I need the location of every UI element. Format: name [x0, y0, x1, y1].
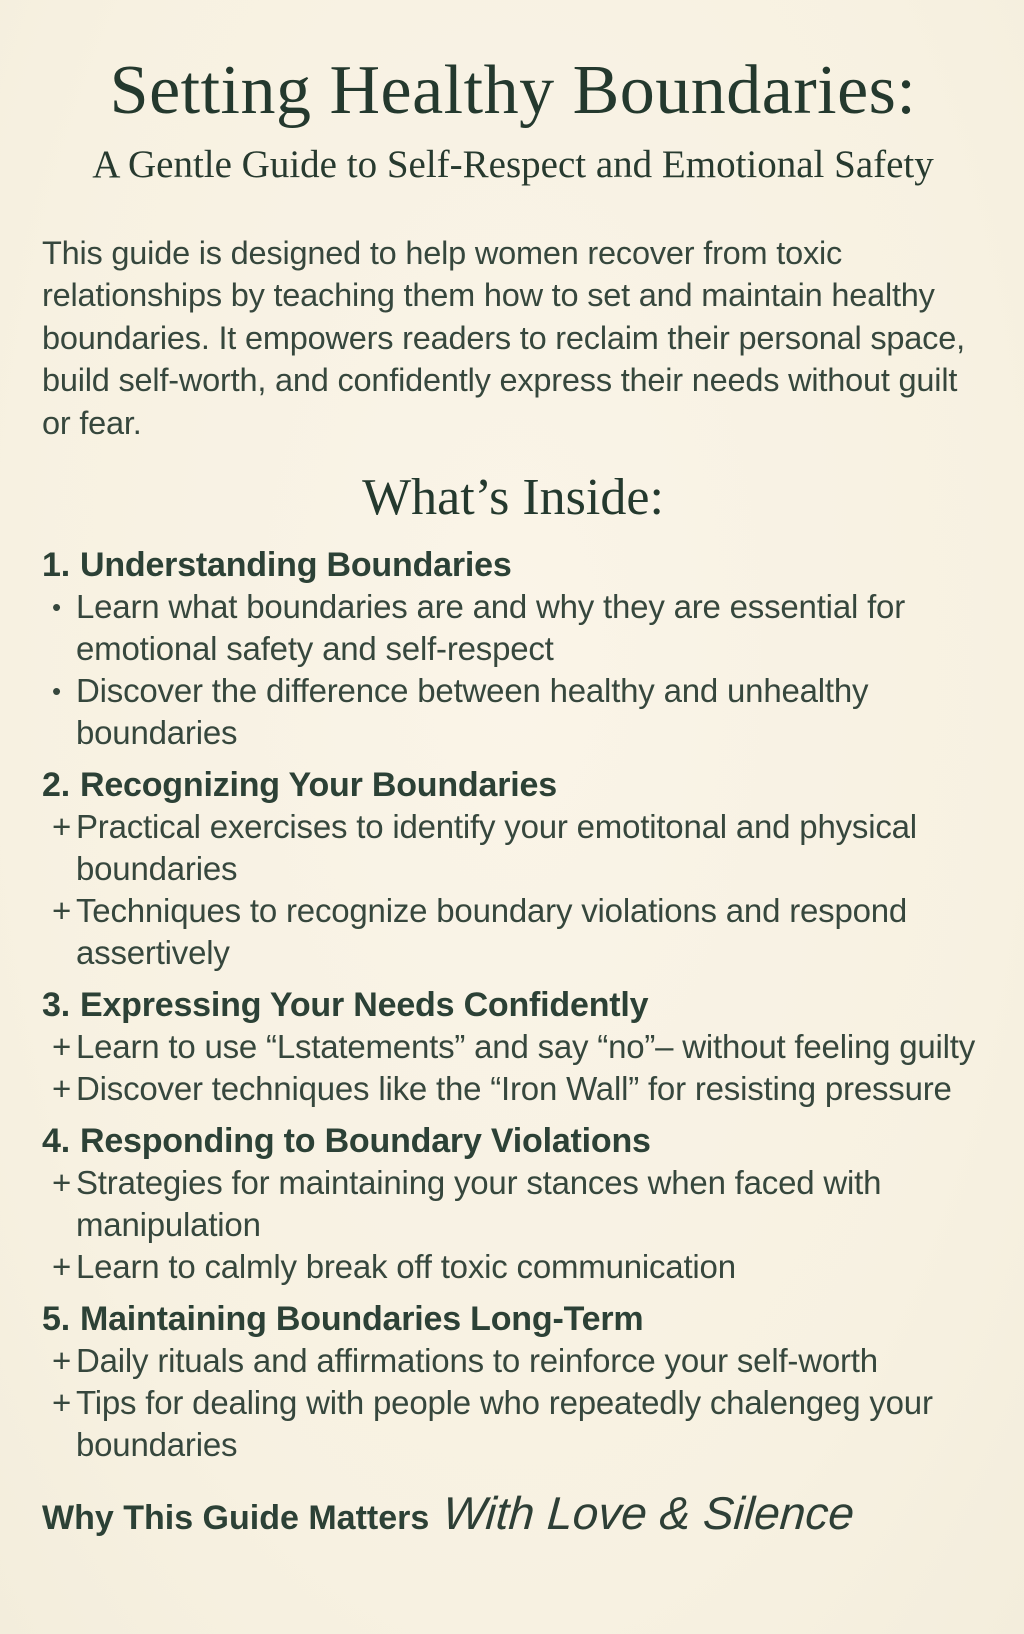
- bullet-marker-icon: +: [52, 1384, 72, 1422]
- bullet-marker-icon: +: [52, 1164, 72, 1202]
- toc-item-text: Discover techniques like the “Iron Wall” for resisting pressure: [76, 1070, 952, 1108]
- toc-item: [42, 1162, 984, 1246]
- footer-row: [42, 1487, 984, 1540]
- page-subtitle: A Gentle Guide to Self-Respect and Emotional Safety: [92, 142, 934, 186]
- toc-item-text: Discover the difference between healthy and unhealthy boundaries: [76, 672, 869, 752]
- bullet-marker-icon: +: [52, 1248, 72, 1286]
- bullet-marker-icon: +: [52, 892, 72, 930]
- bullet-marker-icon: •: [52, 592, 61, 623]
- toc-section: [42, 1298, 984, 1466]
- toc-item: [42, 670, 984, 754]
- toc-item: [42, 586, 984, 670]
- toc-item: [42, 1382, 984, 1466]
- section-title-row: [42, 984, 984, 1026]
- section-title: Maintaining Boundaries Long-Term: [79, 1300, 644, 1339]
- toc-section: [42, 1120, 984, 1288]
- toc-item: [42, 806, 984, 890]
- section-title-row: [42, 1120, 984, 1162]
- toc-item-text: Learn to calmly break off toxic communication: [76, 1248, 736, 1286]
- signature-text: With Love & Silence: [440, 1487, 856, 1540]
- section-items: [42, 586, 984, 754]
- section-number: 5.: [42, 1300, 70, 1339]
- bullet-marker-icon: +: [52, 1070, 72, 1108]
- page-title: Setting Healthy Boundaries:: [109, 52, 917, 129]
- section-number: 3.: [42, 986, 70, 1025]
- section-items: [42, 806, 984, 974]
- section-items: [42, 1162, 984, 1288]
- bullet-marker-icon: +: [52, 808, 72, 846]
- toc-item-text: Daily rituals and affirmations to reinforce your self-worth: [76, 1342, 878, 1380]
- section-items: [42, 1026, 984, 1110]
- section-title-row: [42, 764, 984, 806]
- toc-section: [42, 544, 984, 754]
- intro-paragraph: This guide is designed to help women recover from toxic relationships by teaching them how to set and maintain healthy boundaries. It empowers readers to reclaim their personal space, build self-worth, and confidently express their needs without guilt or fear.: [42, 234, 965, 441]
- section-title: Understanding Boundaries: [79, 546, 512, 585]
- section-title: Recognizing Your Boundaries: [79, 766, 557, 805]
- section-items: [42, 1340, 984, 1466]
- section-number: 4.: [42, 1122, 70, 1161]
- toc-section: [42, 984, 984, 1110]
- toc-item-text: Learn to use “Lstatements” and say “no”– without feeling guilty: [76, 1028, 976, 1066]
- toc-item-text: Techniques to recognize boundary violations and respond assertively: [76, 892, 908, 972]
- bullet-marker-icon: +: [52, 1028, 72, 1066]
- toc-item: [42, 1340, 984, 1382]
- toc-item-text: Tips for dealing with people who repeatedly chalengeg your boundaries: [76, 1384, 933, 1464]
- section-title-row: [42, 1298, 984, 1340]
- toc-item-text: Practical exercises to identify your emotitonal and physical boundaries: [76, 808, 917, 888]
- bullet-marker-icon: •: [52, 676, 61, 707]
- toc-item: [42, 1026, 984, 1068]
- why-this-guide-matters-heading: Why This Guide Matters: [42, 1499, 430, 1538]
- toc-item: [42, 1246, 984, 1288]
- toc-item: [42, 890, 984, 974]
- toc-sections: [42, 544, 984, 1466]
- section-title-row: [42, 544, 984, 586]
- toc-section: [42, 764, 984, 974]
- toc-item-text: Learn what boundaries are and why they are essential for emotional safety and self-respect: [76, 588, 905, 668]
- toc-item-text: Strategies for maintaining your stances when faced with manipulation: [76, 1164, 882, 1244]
- toc-item: [42, 1068, 984, 1110]
- section-title: Expressing Your Needs Confidently: [79, 986, 649, 1025]
- bullet-marker-icon: +: [52, 1342, 72, 1380]
- section-number: 2.: [42, 766, 70, 805]
- section-title: Responding to Boundary Violations: [79, 1122, 651, 1161]
- section-number: 1.: [42, 546, 70, 585]
- whats-inside-heading: What’s Inside:: [362, 469, 664, 527]
